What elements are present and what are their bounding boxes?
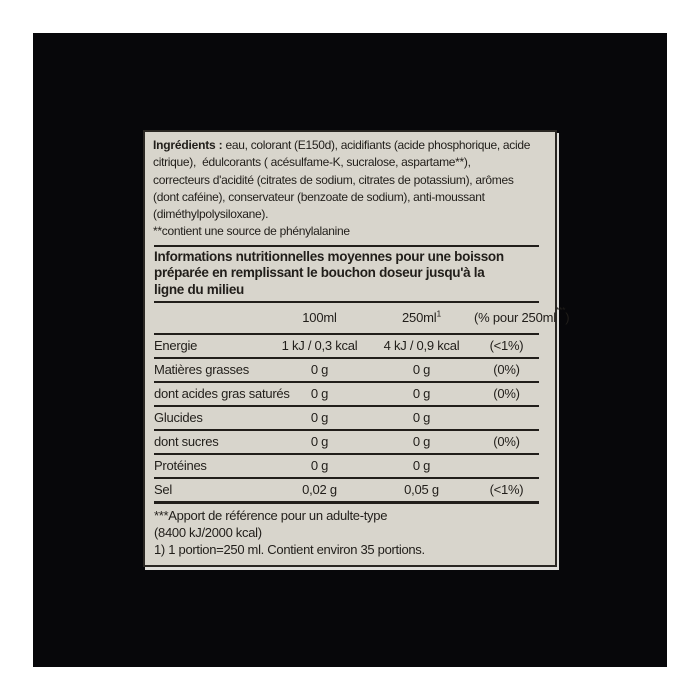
- nutrition-heading-line: Informations nutritionnelles moyennes pour une boisson: [154, 248, 504, 264]
- footnote-reference-intake: ***Apport de référence pour un adulte-type: [154, 508, 388, 523]
- value-100ml: 0 g: [310, 410, 329, 425]
- value-100ml: 0 g: [310, 362, 329, 377]
- value-250ml: 0,05 g: [404, 482, 439, 497]
- column-header-250ml: $250ml^1$: [402, 308, 441, 325]
- value-250ml: 0 g: [412, 458, 431, 473]
- row-label: Energie: [154, 338, 198, 353]
- column-header-percent: (% pour 250ml *** ): [474, 305, 570, 325]
- row-label: Sel: [154, 482, 173, 497]
- nutrition-heading-line: préparée en remplissant le bouchon doseur jusqu'à la: [154, 265, 485, 281]
- value-100ml: 1 kJ / 0,3 kcal: [281, 338, 358, 353]
- value-percent: (0%): [493, 362, 520, 377]
- nutrition-heading-line: ligne du milieu: [154, 281, 245, 297]
- footnote-reference-intake-values: (8400 kJ/2000 kcal): [154, 525, 262, 540]
- footnote-marker-1: 1: [436, 308, 441, 319]
- ingredient-line: citrique), édulcorants ( acésulfame-K, sucralose, aspartame**),: [153, 155, 471, 170]
- footnote-portion: 1) 1 portion=250 ml. Contient environ 35 portions.: [154, 542, 425, 557]
- nutrition-table: [154, 245, 570, 504]
- value-percent: (<1%): [489, 338, 524, 353]
- footnote-marker-asterisks: ***: [555, 305, 566, 315]
- column-header-100ml: 100ml: [302, 310, 337, 325]
- value-250ml: 0 g: [412, 410, 431, 425]
- ingredients-footnote: **contient une source de phénylalanine: [153, 224, 350, 239]
- row-label: dont acides gras saturés: [154, 386, 290, 401]
- row-label: Glucides: [154, 410, 203, 425]
- nutrition-heading: [154, 245, 539, 303]
- value-percent: (0%): [493, 434, 520, 449]
- column-header-row: [154, 303, 570, 333]
- value-100ml: 0,02 g: [302, 482, 337, 497]
- row-label: dont sucres: [154, 434, 219, 449]
- value-percent: (0%): [493, 386, 520, 401]
- black-mat: [33, 33, 667, 667]
- nutrition-row-sel: [154, 477, 539, 501]
- ingredient-line: correcteurs d'acidité (citrates de sodium, citrates de potassium), arômes: [153, 172, 514, 187]
- nutrition-row-sucres: [154, 429, 539, 453]
- value-100ml: 0 g: [310, 386, 329, 401]
- value-250ml: 0 g: [412, 386, 431, 401]
- value-100ml: 0 g: [310, 458, 329, 473]
- ingredients-title: Ingrédients :: [153, 138, 226, 152]
- nutrition-row-matieres-grasses: [154, 357, 539, 381]
- value-250ml: 4 kJ / 0,9 kcal: [383, 338, 460, 353]
- nutrition-row-glucides: [154, 405, 539, 429]
- nutrition-label: [143, 130, 570, 567]
- value-percent: (<1%): [489, 482, 524, 497]
- ingredient-line: (diméthylpolysiloxane).: [153, 207, 269, 222]
- table-bottom-rule: [154, 501, 539, 504]
- row-label: Matières grasses: [154, 362, 249, 377]
- ingredient-line: (dont caféine), conservateur (benzoate de sodium), anti-moussant: [153, 189, 485, 204]
- value-100ml: 0 g: [310, 434, 329, 449]
- ingredient-text: eau, colorant (E150d), acidifiants (acide phosphorique, acide: [225, 138, 531, 152]
- nutrition-row-energie: [154, 333, 539, 357]
- nutrition-row-acides-gras-satures: [154, 381, 539, 405]
- value-250ml: 0 g: [412, 434, 431, 449]
- label-footnotes: [154, 507, 548, 558]
- ingredients-section: [153, 137, 548, 241]
- ingredient-line: [153, 137, 548, 154]
- nutrition-row-proteines: [154, 453, 539, 477]
- row-label: Protéines: [154, 458, 207, 473]
- value-250ml: 0 g: [412, 362, 431, 377]
